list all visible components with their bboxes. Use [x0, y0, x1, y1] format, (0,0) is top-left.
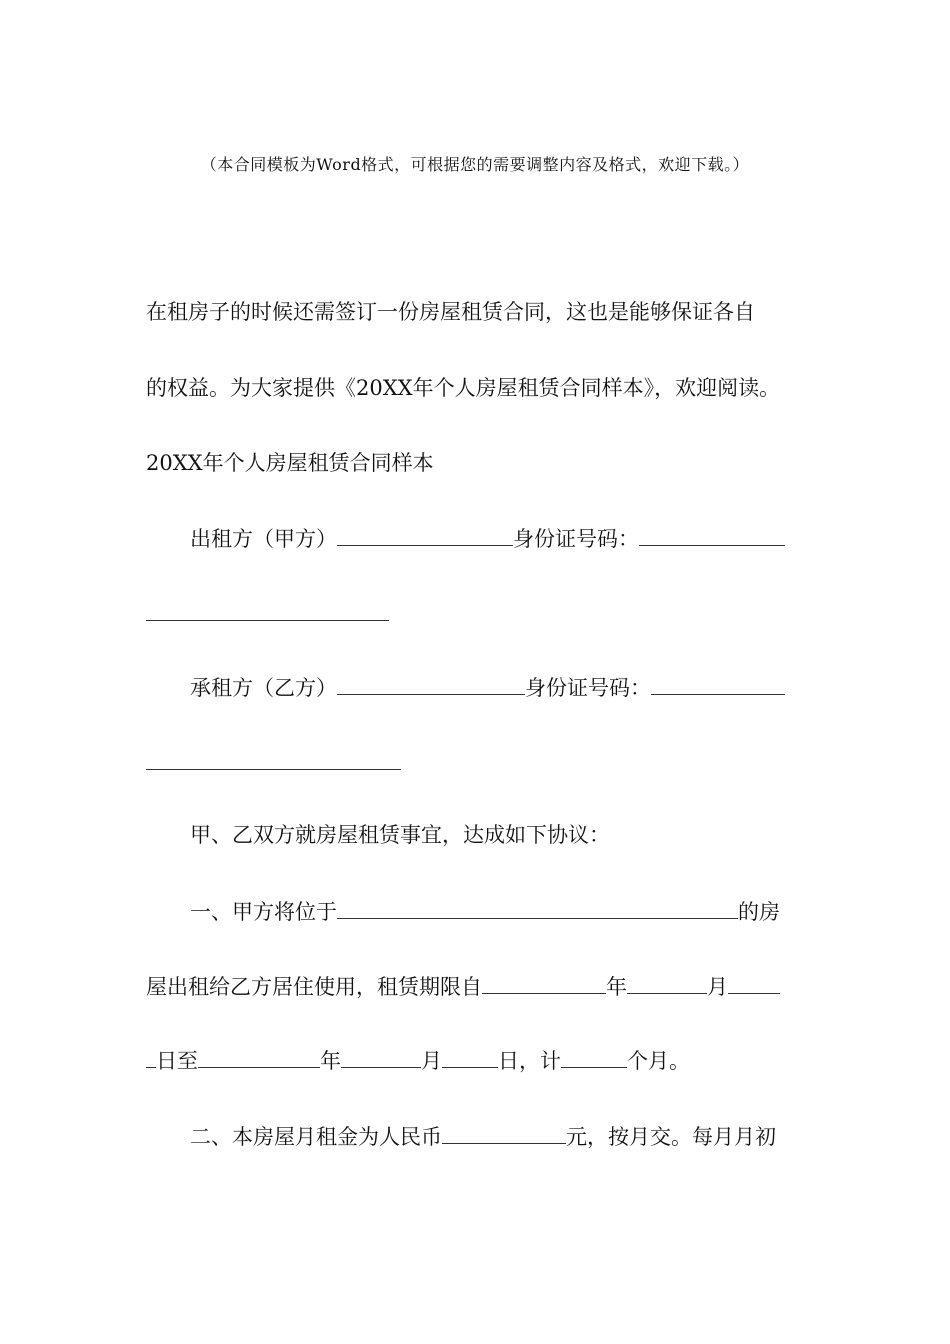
end-year-blank[interactable]: [198, 1049, 320, 1068]
clause-1-lease-term-text: 屋出租给乙方居住使用，租赁期限自: [146, 975, 482, 999]
lessor-id-blank-continued[interactable]: [146, 620, 389, 621]
clause-2-line-1: [190, 1125, 776, 1148]
lessee-id-blank-continued[interactable]: [146, 769, 401, 770]
clause-1-line-2: [146, 975, 780, 998]
intro-line-1: 在租房子的时候还需签订一份房屋租赁合同，这也是能够保证各自: [146, 300, 755, 324]
agreement-statement: 甲、乙双方就房屋租赁事宜，达成如下协议：: [190, 823, 610, 847]
clause-2-payment-text: 元，按月交。每月月初: [566, 1125, 776, 1149]
total-months-blank[interactable]: [561, 1049, 627, 1068]
monthly-rent-blank[interactable]: [442, 1125, 566, 1144]
lessee-line: [190, 676, 785, 699]
lessor-id-blank[interactable]: [639, 527, 785, 546]
total-months-unit: 个月。: [627, 1049, 690, 1073]
start-month-blank[interactable]: [627, 975, 707, 994]
lessor-id-label: 身份证号码：: [513, 527, 639, 551]
clause-1-line-3: [146, 1049, 690, 1072]
lessee-id-blank[interactable]: [651, 676, 785, 695]
start-year-unit: 年: [606, 975, 627, 999]
end-day-blank[interactable]: [442, 1049, 498, 1068]
clause-2-rent-label: 二、本房屋月租金为人民币: [190, 1125, 442, 1149]
clause-1-line-1: [190, 900, 780, 923]
end-month-blank[interactable]: [341, 1049, 421, 1068]
start-month-unit: 月: [707, 975, 728, 999]
lessor-line: [190, 527, 785, 550]
start-day-blank-continued[interactable]: [146, 1049, 156, 1068]
start-day-to-text: 日至: [156, 1049, 198, 1073]
intro-line-2: 的权益。为大家提供《20XX年个人房屋租赁合同样本》，欢迎阅读。: [146, 376, 781, 400]
lessor-name-blank[interactable]: [337, 527, 513, 546]
lessee-label: 承租方（乙方）: [190, 676, 337, 700]
clause-1-house-text: 的房: [738, 900, 780, 924]
lessor-label: 出租方（甲方）: [190, 527, 337, 551]
lessee-name-blank[interactable]: [337, 676, 525, 695]
lessee-id-label: 身份证号码：: [525, 676, 651, 700]
house-location-blank[interactable]: [337, 900, 738, 919]
clause-1-location-label: 一、甲方将位于: [190, 900, 337, 924]
start-day-blank[interactable]: [728, 975, 780, 994]
end-month-unit: 月: [421, 1049, 442, 1073]
start-year-blank[interactable]: [482, 975, 606, 994]
contract-title: 20XX年个人房屋租赁合同样本: [146, 451, 434, 475]
end-day-total-text: 日，计: [498, 1049, 561, 1073]
end-year-unit: 年: [320, 1049, 341, 1073]
template-note: （本合同模板为Word格式，可根据您的需要调整内容及格式，欢迎下载。）: [200, 155, 750, 174]
